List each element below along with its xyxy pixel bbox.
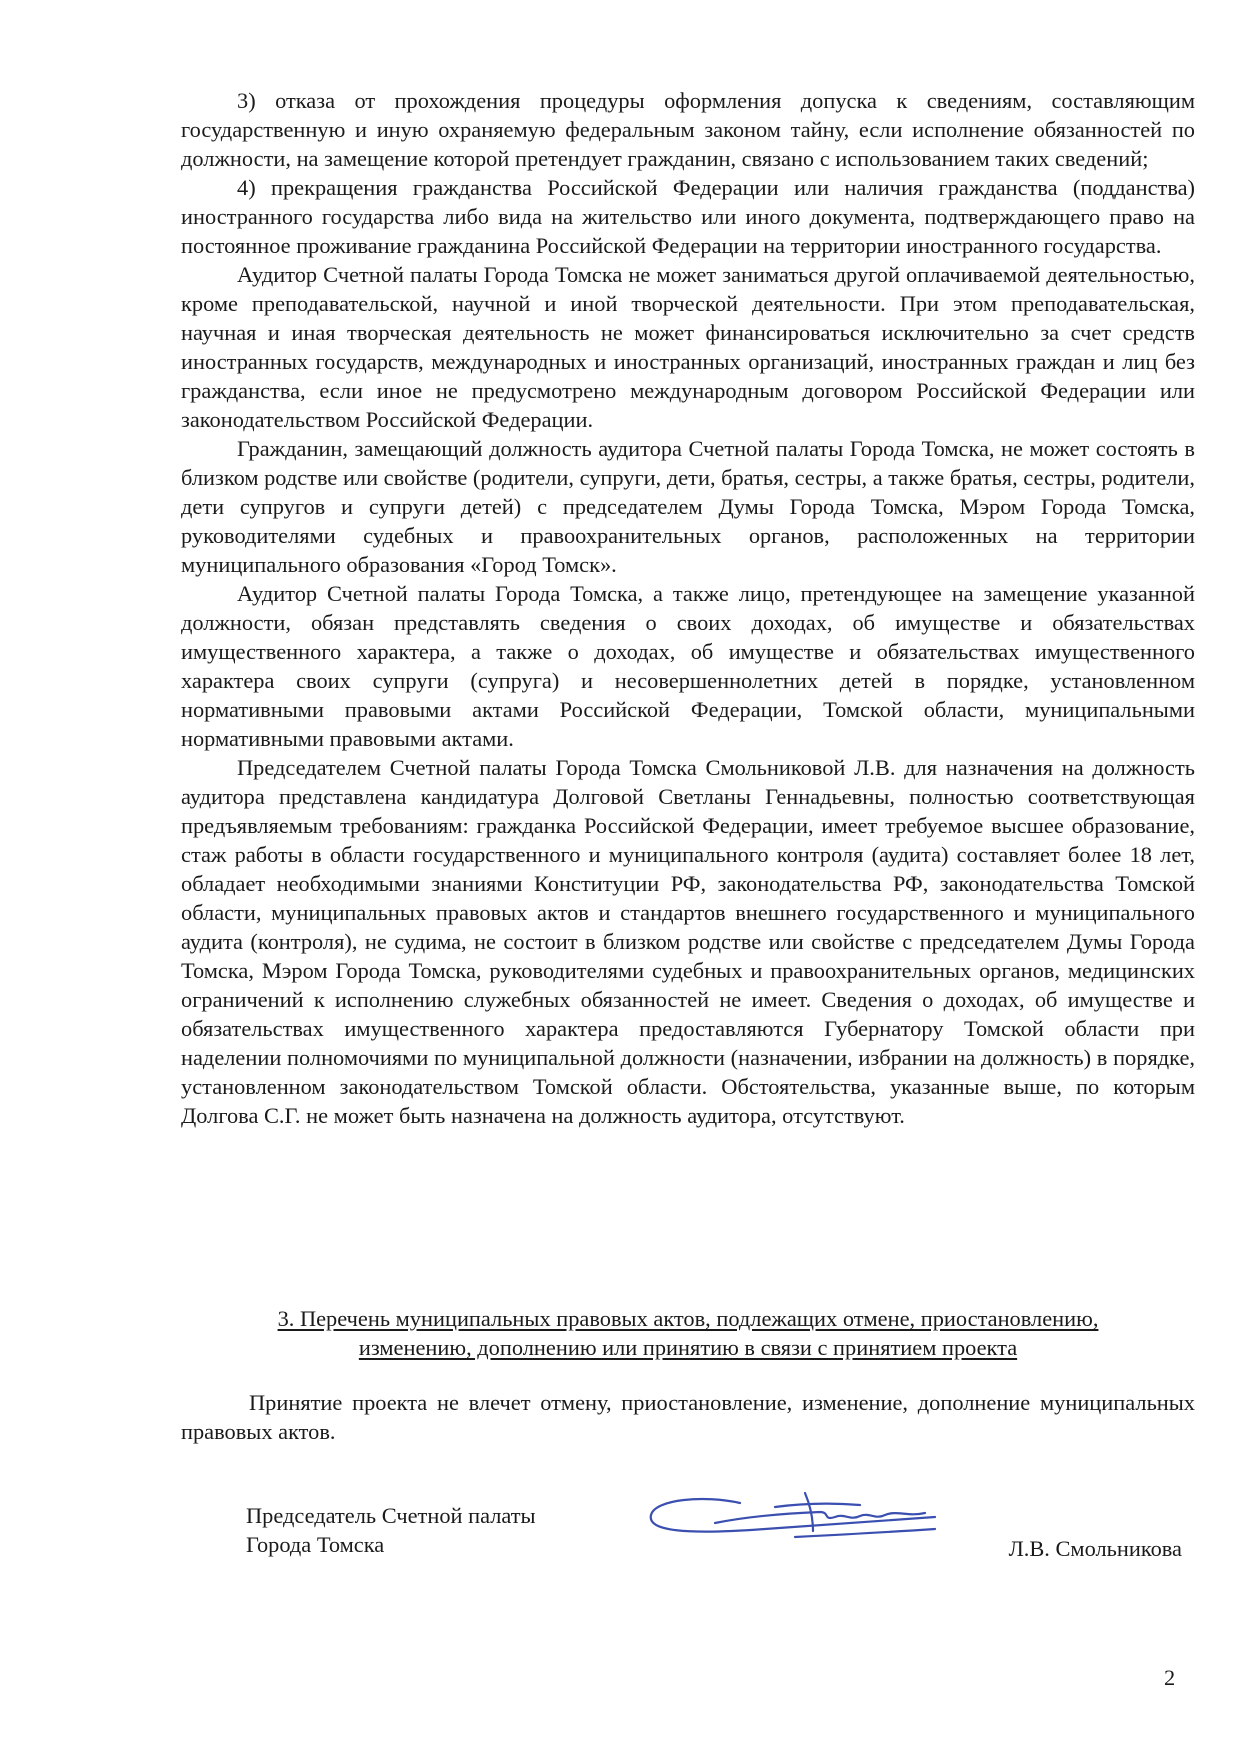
- handwritten-signature: [645, 1485, 955, 1555]
- section-heading-line-2: изменению, дополнению или принятию в связи с принятием проекта: [358, 1335, 1018, 1360]
- signatory-name: Л.В. Смольникова: [1008, 1536, 1182, 1561]
- section-heading: [181, 1304, 1195, 1362]
- signatory-position-line-1: Председатель Счетной палаты: [246, 1503, 536, 1528]
- section-text: Принятие проекта не влечет отмену, приостановление, изменение, дополнение муниципальных правовых актов.: [181, 1390, 1195, 1444]
- paragraph-income-disclosure: Аудитор Счетной палаты Города Томска, а также лицо, претендующее на замещение указанной должности, обязан представлять сведения о своих доходах, об имуществе и обязательствах имущественного характера, а также о доходах, об имуществе и обязательствах имущественного характера своих супруги (супруга) и несовершеннолетних детей в порядке, установленном нормативными правовыми актами Российской Федерации, Томской области, муниципальными нормативными правовыми актами.: [181, 581, 1195, 751]
- paragraph-kinship: Гражданин, замещающий должность аудитора Счетной палаты Города Томска, не может состоять в близком родстве или свойстве (родители, супруги, дети, братья, сестры, а также братья, сестры, родители, дети супругов и супруги детей) с председателем Думы Города Томска, Мэром Города Томска, руководителями судебных и правоохранительных органов, расположенных на территории муниципального образования «Город Томск».: [181, 436, 1196, 577]
- paragraph-item-4: 4) прекращения гражданства Российской Федерации или наличия гражданства (подданства) иностранного государства либо вида на жительство или иного документа, подтверждающего право на постоянное проживание гражданина Российской Федерации на территории иностранного государства.: [181, 175, 1195, 258]
- page-number: 2: [1164, 1665, 1176, 1690]
- signatory-position: [246, 1501, 536, 1559]
- paragraph-candidate: Председателем Счетной палаты Города Томска Смольниковой Л.В. для назначения на должность аудитора представлена кандидатура Долговой Светланы Геннадьевны, полностью соответствующая предъявляемым требованиям: гражданка Российской Федерации, имеет требуемое высшее образование, стаж работы в области государственного и муниципального контроля (аудита) составляет более 18 лет, обладает необходимыми знаниями Конституции РФ, законодательства РФ, законодательства Томской области, муниципальных правовых актов и стандартов внешнего государственного и муниципального аудита (контроля), не судима, не состоит в близком родстве или свойстве с председателем Думы Города Томска, Мэром Города Томска, руководителями судебных и правоохранительных органов, медицинских ограничений к исполнению служебных обязанностей не имеет. Сведения о доходах, об имуществе и обязательствах имущественного характера предоставляются Губернатору Томской области при наделении полномочиями по муниципальной должности (назначении, избрании на должность) в порядке, установленном законодательством Томской области. Обстоятельства, указанные выше, по которым Долгова С.Г. не может быть назначена на должность аудитора, отсутствуют.: [181, 755, 1195, 1128]
- signatory-position-line-2: Города Томска: [246, 1532, 385, 1557]
- paragraph-item-3: 3) отказа от прохождения процедуры оформления допуска к сведениям, составляющим государственную и иную охраняемую федеральным законом тайну, если исполнение обязанностей по должности, на замещение которой претендует гражданин, связано с использованием таких сведений;: [181, 88, 1195, 171]
- document-body: [181, 86, 1195, 1130]
- paragraph-outside-activity: Аудитор Счетной палаты Города Томска не может заниматься другой оплачиваемой деятельностью, кроме преподавательской, научной и иной творческой деятельности. При этом преподавательская, научная и иная творческая деятельность не может финансироваться исключительно за счет средств иностранных государств, международных и иностранных организаций, иностранных граждан и лиц без гражданства, если иное не предусмотрено международным договором Российской Федерации или законодательством Российской Федерации.: [181, 262, 1195, 432]
- section-heading-line-1: 3. Перечень муниципальных правовых актов, подлежащих отмене, приостановлению,: [277, 1306, 1099, 1331]
